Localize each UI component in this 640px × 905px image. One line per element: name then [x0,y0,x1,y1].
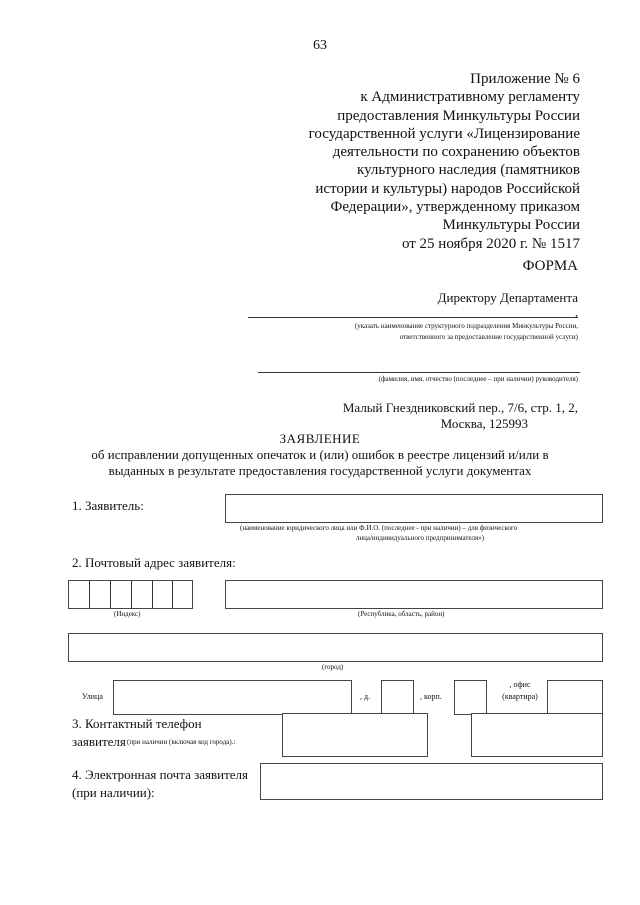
house-label: , д. [360,692,371,701]
phone-hint: (при наличии (включая код города).: [127,738,236,746]
phone-input-2[interactable] [471,713,603,757]
applicant-hint-1: (наименование юридического лица или Ф.И.О. (последнее - при наличии) – для физического [240,524,518,532]
city-hint: (город) [322,663,344,671]
applicant-input[interactable] [225,494,603,523]
statement-subtitle-1: об исправлении допущенных опечаток и (или) ошибок в реестре лицензий и/или в [91,447,549,462]
statement-subtitle-2: выданных в результате предоставления государственной услуги документах [108,463,532,478]
phone-label-1: 3. Контактный телефон [72,716,202,731]
dept-hint-1: (указать наименование структурного подразделения Минкультуры России, [354,322,578,330]
addressee-name-line[interactable] [258,372,580,373]
phone-label-2: заявителя [72,734,126,749]
name-hint: (фамилия, имя, отчество (последнее – при наличии) руководителя) [378,375,578,383]
addressee-title: Директору Департамента [437,290,578,305]
email-label-1: 4. Электронная почта заявителя [72,767,248,782]
postal-label: 2. Почтовый адрес заявителя: [72,555,236,570]
index-cell-divider [89,581,90,608]
annex-line: культурного наследия (памятников [357,162,580,179]
city-input[interactable] [68,633,603,662]
index-cell-divider [172,581,173,608]
index-cell-divider [152,581,153,608]
annex-line: к Административному регламенту [360,89,580,106]
office-input[interactable] [547,680,603,715]
annex-line: государственной услуги «Лицензирование [308,125,580,142]
applicant-hint-2: лица/индивидуального предпринимателя») [355,534,485,542]
street-label: Улица [82,692,103,701]
ministry-address-1: Малый Гнездниковский пер., 7/6, стр. 1, 2, [342,400,578,415]
annex-line: деятельности по сохранению объектов [332,144,580,161]
form-title: ФОРМА [522,258,578,274]
index-cell-divider [110,581,111,608]
street-input[interactable] [113,680,352,715]
index-cell-divider [131,581,132,608]
annex-line: Приложение № 6 [470,71,580,87]
annex-line: истории и культуры) народов Российской [315,180,580,197]
email-input[interactable] [260,763,603,800]
phone-input-1[interactable] [282,713,428,757]
office-label-sub: (квартира) [502,692,538,701]
region-hint: (Республика, область, район) [358,610,445,618]
ministry-address-2: Москва, 125993 [440,416,528,431]
applicant-label: 1. Заявитель: [72,498,144,513]
house-input[interactable] [381,680,414,715]
building-label: , корп. [420,692,442,701]
region-input[interactable] [225,580,603,609]
annex-line: Федерации», утвержденному приказом [330,199,580,216]
building-input[interactable] [454,680,487,715]
office-label: , офис [509,680,531,689]
annex-line: Минкультуры России [442,217,580,234]
addressee-comma: , [575,305,578,319]
index-hint: (Индекс) [114,610,141,618]
annex-block [280,70,580,253]
addressee-dept-line[interactable] [248,317,578,318]
email-label-2: (при наличии): [72,785,155,800]
annex-line: от 25 ноября 2020 г. № 1517 [401,235,580,252]
annex-line: предоставления Минкультуры России [337,107,580,124]
page-number: 63 [313,38,327,53]
statement-title: ЗАЯВЛЕНИЕ [279,431,361,446]
dept-hint-2: ответственного за предоставление государственной услуги) [399,333,578,341]
postal-index-input[interactable] [68,580,193,609]
